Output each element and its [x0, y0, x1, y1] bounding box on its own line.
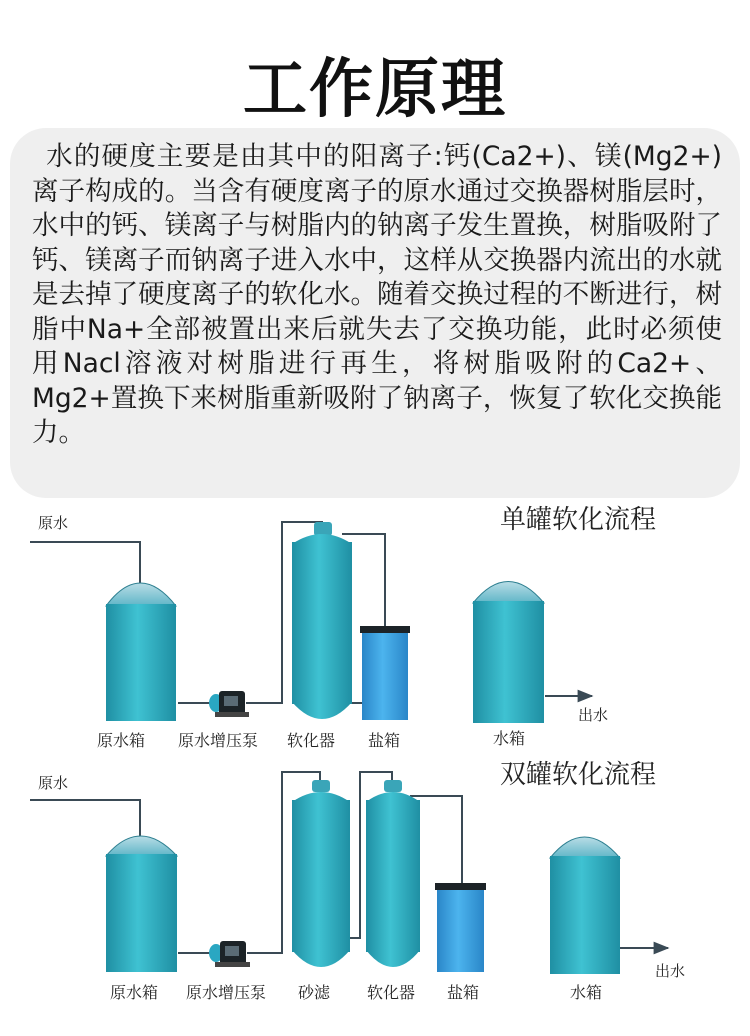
single-softener-column	[292, 522, 352, 719]
single-booster-pump-icon	[209, 691, 249, 717]
single-salt-tank	[360, 626, 410, 720]
double-label-raw-tank: 原水箱	[110, 983, 159, 1002]
double-raw-water-tank	[106, 836, 177, 972]
double-label-sand-filter: 砂滤	[298, 983, 331, 1002]
single-label-product: 水箱	[493, 729, 526, 748]
single-product-water-tank	[473, 582, 544, 724]
single-inlet-pipe	[30, 542, 140, 594]
double-inlet-label: 原水	[38, 774, 69, 792]
double-salt-tank	[435, 883, 486, 972]
double-sand-filter-column	[292, 780, 350, 967]
double-flow-section	[30, 760, 685, 1002]
single-flow-title: 单罐软化流程	[500, 505, 657, 535]
single-label-salt: 盐箱	[368, 731, 401, 750]
double-flow-title: 双罐软化流程	[500, 760, 657, 790]
single-flow-section	[30, 505, 656, 750]
single-inlet-label: 原水	[38, 514, 69, 532]
double-label-salt: 盐箱	[447, 983, 480, 1002]
double-outlet-label: 出水	[655, 962, 686, 980]
description-text	[32, 140, 722, 451]
double-booster-pump-icon	[209, 941, 250, 967]
single-label-raw-tank: 原水箱	[97, 731, 146, 750]
double-label-pump: 原水增压泵	[186, 983, 267, 1002]
single-outlet-label: 出水	[578, 706, 609, 724]
double-label-product: 水箱	[570, 983, 603, 1002]
double-label-softener: 软化器	[367, 983, 416, 1002]
single-raw-water-tank	[106, 583, 176, 721]
description-body: 水的硬度主要是由其中的阳离子:钙(Ca2+)、镁(Mg2+)离子构成的。当含有硬度离子的原水通过交换器树脂层时，水中的钙、镁离子与树脂内的钠离子发生置换，树脂吸附了钙、镁离子而钠离子进入水中，这样从交换器内流出的水就是去掉了硬度离子的软化水。随着交换过程的不断进行，树脂中Na+全部被置出来后就失去了交换功能，此时必须使用Nacl溶液对树脂进行再生，将树脂吸附的Ca2+、Mg2+置换下来树脂重新吸附了钠离子，恢复了软化交换能力。	[32, 141, 722, 448]
double-inlet-pipe	[30, 800, 140, 845]
softening-flow-diagram	[0, 498, 750, 1036]
page-title: 工作原理	[243, 53, 507, 127]
double-softener-column	[366, 780, 420, 967]
single-label-pump: 原水增压泵	[178, 731, 259, 750]
single-label-softener: 软化器	[287, 731, 336, 750]
double-product-water-tank	[550, 837, 620, 974]
